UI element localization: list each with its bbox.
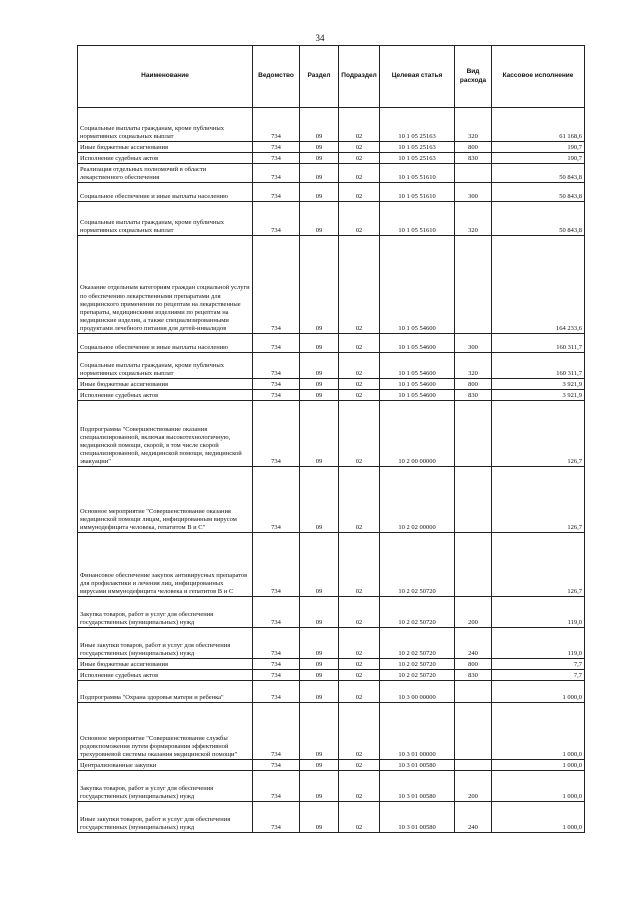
cell-subsection: 02 [339, 236, 380, 334]
cell-dept: 734 [253, 164, 300, 183]
cell-amount: 126,7 [492, 467, 585, 533]
table-row [78, 108, 585, 142]
cell-section: 09 [300, 108, 339, 142]
cell-exptype: 830 [455, 670, 492, 681]
cell-target: 10 3 01 00580 [380, 771, 455, 802]
cell-amount: 164 233,6 [492, 236, 585, 334]
cell-section: 09 [300, 681, 339, 703]
cell-target: 10 3 01 00580 [380, 760, 455, 771]
cell-subsection: 02 [339, 703, 380, 760]
table-row [78, 142, 585, 153]
cell-amount: 7,7 [492, 670, 585, 681]
cell-section: 09 [300, 802, 339, 833]
cell-name: Основное мероприятие "Совершенствование оказания медицинской помощи лицам, инфицированным вирусом иммунодефицита человека, гепатитом В и С" [78, 467, 253, 533]
table-row [78, 153, 585, 164]
cell-section: 09 [300, 153, 339, 164]
cell-exptype: 800 [455, 379, 492, 390]
cell-section: 09 [300, 202, 339, 236]
cell-name: Закупка товаров, работ и услуг для обеспечения государственных (муниципальных) нужд [78, 771, 253, 802]
cell-amount: 160 311,7 [492, 334, 585, 353]
cell-target: 10 1 05 54600 [380, 353, 455, 379]
cell-amount: 119,0 [492, 597, 585, 628]
cell-subsection: 02 [339, 390, 380, 401]
cell-dept: 734 [253, 390, 300, 401]
cell-amount: 126,7 [492, 401, 585, 467]
cell-target: 10 1 05 25163 [380, 153, 455, 164]
cell-name: Исполнение судебных актов [78, 390, 253, 401]
cell-subsection: 02 [339, 467, 380, 533]
cell-name: Закупка товаров, работ и услуг для обеспечения государственных (муниципальных) нужд [78, 597, 253, 628]
cell-dept: 734 [253, 379, 300, 390]
cell-target: 10 2 00 00000 [380, 401, 455, 467]
cell-amount: 190,7 [492, 142, 585, 153]
cell-dept: 734 [253, 659, 300, 670]
cell-section: 09 [300, 533, 339, 597]
cell-name: Социальные выплаты гражданам, кроме публичных нормативных социальных выплат [78, 353, 253, 379]
table-header-row [78, 46, 585, 108]
table-row [78, 681, 585, 703]
cell-amount: 3 921,9 [492, 379, 585, 390]
cell-dept: 734 [253, 681, 300, 703]
cell-exptype: 320 [455, 108, 492, 142]
table-row [78, 334, 585, 353]
cell-name: Социальные выплаты гражданам, кроме публичных нормативных социальных выплат [78, 108, 253, 142]
budget-execution-table [77, 45, 585, 833]
cell-amount: 1 000,0 [492, 802, 585, 833]
cell-target: 10 1 05 51610 [380, 183, 455, 202]
cell-subsection: 02 [339, 760, 380, 771]
cell-dept: 734 [253, 202, 300, 236]
cell-subsection: 02 [339, 353, 380, 379]
cell-section: 09 [300, 628, 339, 659]
cell-dept: 734 [253, 236, 300, 334]
cell-exptype: 300 [455, 183, 492, 202]
cell-name: Подпрограмма "Совершенствование оказания специализированной, включая высокотехнологичную, медицинской помощи, скорой, в том числе скорой специализированной, медицинской помощи, медицинской эвакуации" [78, 401, 253, 467]
cell-section: 09 [300, 467, 339, 533]
cell-name: Иные закупки товаров, работ и услуг для обеспечения государственных (муниципальных) нужд [78, 628, 253, 659]
cell-dept: 734 [253, 802, 300, 833]
cell-target: 10 1 05 54600 [380, 379, 455, 390]
cell-exptype [455, 164, 492, 183]
cell-target: 10 3 00 00000 [380, 681, 455, 703]
cell-amount: 1 000,0 [492, 771, 585, 802]
cell-amount: 1 000,0 [492, 703, 585, 760]
cell-amount: 50 843,8 [492, 164, 585, 183]
cell-name: Иные бюджетные ассигнования [78, 379, 253, 390]
cell-section: 09 [300, 771, 339, 802]
cell-subsection: 02 [339, 533, 380, 597]
cell-section: 09 [300, 164, 339, 183]
cell-section: 09 [300, 142, 339, 153]
cell-exptype: 320 [455, 202, 492, 236]
page-number: 34 [315, 33, 325, 43]
cell-name: Социальные выплаты гражданам, кроме публичных нормативных социальных выплат [78, 202, 253, 236]
cell-dept: 734 [253, 760, 300, 771]
table-row [78, 353, 585, 379]
cell-amount: 50 843,8 [492, 202, 585, 236]
cell-section: 09 [300, 236, 339, 334]
cell-target: 10 1 05 54600 [380, 334, 455, 353]
header-amount: Кассовое исполнение [492, 46, 585, 108]
header-exptype: Вид расхода [455, 46, 492, 108]
cell-section: 09 [300, 353, 339, 379]
cell-name: Иные бюджетные ассигнования [78, 142, 253, 153]
cell-exptype: 830 [455, 153, 492, 164]
table-row [78, 760, 585, 771]
cell-dept: 734 [253, 670, 300, 681]
table-row [78, 597, 585, 628]
cell-name: Социальное обеспечение и иные выплаты населению [78, 334, 253, 353]
cell-amount: 119,0 [492, 628, 585, 659]
cell-exptype: 800 [455, 659, 492, 670]
cell-exptype [455, 533, 492, 597]
cell-subsection: 02 [339, 771, 380, 802]
cell-name: Основное мероприятие "Совершенствование службы родовспоможения путем формирования эффективной трехуровневой системы оказания медицинской помощи" [78, 703, 253, 760]
cell-exptype [455, 236, 492, 334]
cell-dept: 734 [253, 771, 300, 802]
cell-subsection: 02 [339, 108, 380, 142]
cell-dept: 734 [253, 597, 300, 628]
cell-target: 10 1 05 25163 [380, 108, 455, 142]
cell-amount: 160 311,7 [492, 353, 585, 379]
cell-amount: 1 000,0 [492, 681, 585, 703]
cell-dept: 734 [253, 353, 300, 379]
cell-name: Централизованные закупки [78, 760, 253, 771]
cell-exptype [455, 681, 492, 703]
cell-dept: 734 [253, 533, 300, 597]
cell-dept: 734 [253, 628, 300, 659]
cell-amount: 3 921,9 [492, 390, 585, 401]
table-row [78, 202, 585, 236]
cell-amount: 61 168,6 [492, 108, 585, 142]
cell-section: 09 [300, 703, 339, 760]
cell-exptype: 240 [455, 628, 492, 659]
header-target: Целевая статья [380, 46, 455, 108]
cell-dept: 734 [253, 108, 300, 142]
cell-dept: 734 [253, 401, 300, 467]
table-row [78, 771, 585, 802]
cell-target: 10 1 05 25163 [380, 142, 455, 153]
cell-exptype: 200 [455, 771, 492, 802]
cell-target: 10 3 01 00580 [380, 802, 455, 833]
cell-dept: 734 [253, 334, 300, 353]
cell-amount: 50 843,8 [492, 183, 585, 202]
cell-target: 10 2 02 50720 [380, 670, 455, 681]
cell-target: 10 2 02 00000 [380, 467, 455, 533]
cell-section: 09 [300, 760, 339, 771]
cell-exptype [455, 401, 492, 467]
cell-dept: 734 [253, 703, 300, 760]
header-section: Раздел [300, 46, 339, 108]
cell-section: 09 [300, 379, 339, 390]
cell-exptype [455, 467, 492, 533]
cell-section: 09 [300, 334, 339, 353]
cell-subsection: 02 [339, 597, 380, 628]
cell-section: 09 [300, 390, 339, 401]
cell-subsection: 02 [339, 379, 380, 390]
cell-subsection: 02 [339, 670, 380, 681]
cell-subsection: 02 [339, 401, 380, 467]
cell-target: 10 1 05 51610 [380, 164, 455, 183]
cell-dept: 734 [253, 153, 300, 164]
cell-dept: 734 [253, 183, 300, 202]
table-row [78, 802, 585, 833]
cell-amount: 7,7 [492, 659, 585, 670]
table-row [78, 670, 585, 681]
cell-subsection: 02 [339, 142, 380, 153]
cell-exptype: 200 [455, 597, 492, 628]
cell-section: 09 [300, 659, 339, 670]
cell-subsection: 02 [339, 681, 380, 703]
cell-subsection: 02 [339, 202, 380, 236]
cell-target: 10 1 05 54600 [380, 390, 455, 401]
cell-section: 09 [300, 183, 339, 202]
cell-exptype: 830 [455, 390, 492, 401]
table-row [78, 390, 585, 401]
cell-name: Иные бюджетные ассигнования [78, 659, 253, 670]
table-row [78, 533, 585, 597]
cell-target: 10 2 02 50720 [380, 597, 455, 628]
cell-amount: 190,7 [492, 153, 585, 164]
table-row [78, 164, 585, 183]
table-row [78, 401, 585, 467]
cell-dept: 734 [253, 142, 300, 153]
table-row [78, 236, 585, 334]
table-row [78, 628, 585, 659]
table-row [78, 379, 585, 390]
cell-target: 10 2 02 50720 [380, 659, 455, 670]
cell-name: Финансовое обеспечение закупок антивирусных препаратов для профилактики и лечения лиц, инфицированных вирусами иммунодефицита человека и гепатитов В и С [78, 533, 253, 597]
cell-exptype [455, 760, 492, 771]
cell-target: 10 2 02 50720 [380, 628, 455, 659]
table-row [78, 659, 585, 670]
cell-exptype [455, 703, 492, 760]
cell-target: 10 1 05 54600 [380, 236, 455, 334]
cell-target: 10 1 05 51610 [380, 202, 455, 236]
cell-subsection: 02 [339, 183, 380, 202]
cell-subsection: 02 [339, 334, 380, 353]
cell-subsection: 02 [339, 802, 380, 833]
cell-exptype: 300 [455, 334, 492, 353]
table-row [78, 703, 585, 760]
cell-section: 09 [300, 401, 339, 467]
header-dept: Ведомство [253, 46, 300, 108]
cell-amount: 1 000,0 [492, 760, 585, 771]
cell-name: Подпрограмма "Охрана здоровья матери и ребенка" [78, 681, 253, 703]
cell-subsection: 02 [339, 659, 380, 670]
cell-exptype: 240 [455, 802, 492, 833]
cell-subsection: 02 [339, 153, 380, 164]
cell-section: 09 [300, 597, 339, 628]
cell-amount: 126,7 [492, 533, 585, 597]
cell-name: Исполнение судебных актов [78, 153, 253, 164]
cell-subsection: 02 [339, 628, 380, 659]
cell-target: 10 2 02 50720 [380, 533, 455, 597]
cell-section: 09 [300, 670, 339, 681]
table-row [78, 467, 585, 533]
cell-target: 10 3 01 00000 [380, 703, 455, 760]
cell-dept: 734 [253, 467, 300, 533]
cell-subsection: 02 [339, 164, 380, 183]
cell-name: Исполнение судебных актов [78, 670, 253, 681]
table-row [78, 183, 585, 202]
cell-exptype: 800 [455, 142, 492, 153]
header-name: Наименование [78, 46, 253, 108]
cell-name: Реализация отдельных полномочий в области лекарственного обеспечения [78, 164, 253, 183]
cell-exptype: 320 [455, 353, 492, 379]
header-subsection: Подраздел [339, 46, 380, 108]
cell-name: Социальное обеспечение и иные выплаты населению [78, 183, 253, 202]
cell-name: Иные закупки товаров, работ и услуг для обеспечения государственных (муниципальных) нужд [78, 802, 253, 833]
cell-name: Оказание отдельным категориям граждан социальной услуги по обеспечению лекарственными препаратами для медицинского применения по рецептам на лекарственные препараты, медицинскими изделиями по рецептам на медицинские изделия, а также специализированными продуктами лечебного питания для детей-инвалидов [78, 236, 253, 334]
